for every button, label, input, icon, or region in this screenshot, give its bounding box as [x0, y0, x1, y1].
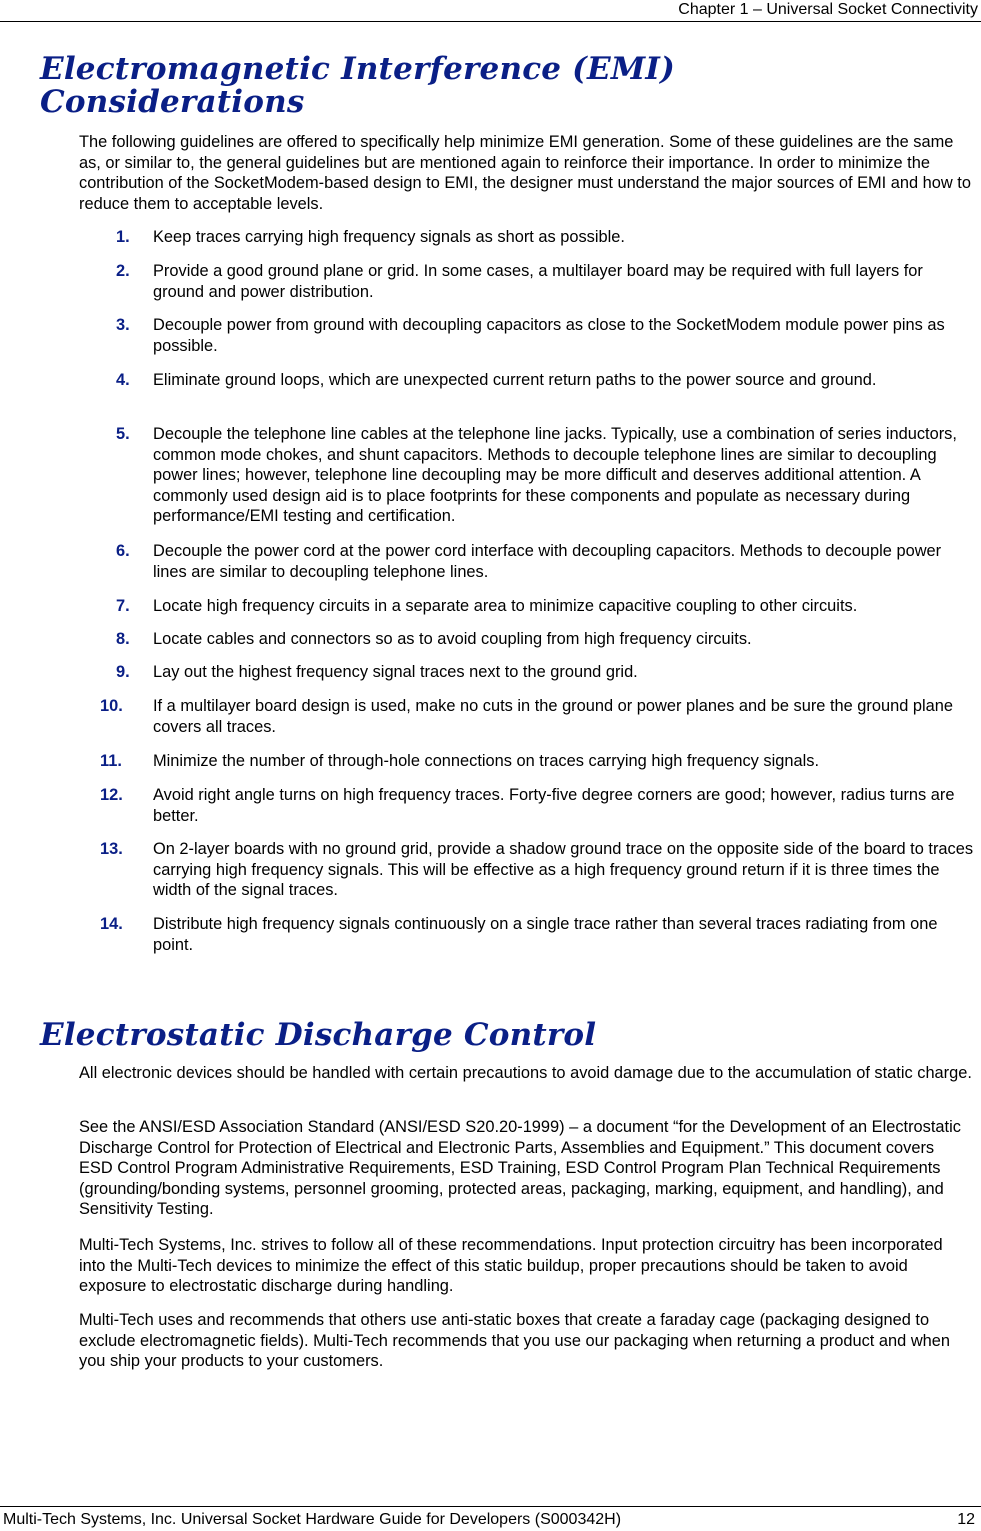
footer-document-title: Multi-Tech Systems, Inc. Universal Socket Hardware Guide for Developers (S000342H): [3, 1511, 622, 1528]
list-item-text: Lay out the highest frequency signal traces next to the ground grid.: [153, 663, 638, 681]
list-item-number: 5.: [116, 425, 130, 443]
list-item-text: Locate high frequency circuits in a separate area to minimize capacitive coupling to other circuits.: [153, 597, 858, 615]
list-item-number: 1.: [116, 228, 130, 246]
list-item-number: 2.: [116, 262, 130, 280]
list-item-text: On 2-layer boards with no ground grid, provide a shadow ground trace on the opposite side of the board to traces carrying high frequency signals. This will be effective as a high frequency ground return if it is three times the width of the signal traces.: [153, 840, 974, 899]
list-item-number: 10.: [100, 697, 123, 715]
list-item-text: Decouple the telephone line cables at the telephone line jacks. Typically, use a combination of series inductors, common mode chokes, and shunt capacitors. Methods to decouple telephone lines are similar to decoupling power lines; however, telephone line decoupling may be more difficult and deserves additional attention. A commonly used design aid is to place footprints for these components and populate as necessary during performance/EMI testing and certification.: [153, 425, 957, 525]
running-header-title: Chapter 1 – Universal Socket Connectivity: [678, 1, 978, 18]
emi-section-title: Electromagnetic Interference (EMI) Considerations: [40, 51, 675, 120]
emi-intro-paragraph: The following guidelines are offered to specifically help minimize EMI generation. Some of these guidelines are the same as, or similar to, the general guidelines but are mentioned again to reinforce their importance. In order to minimize the contribution of the SocketModem-based design to EMI, the designer must understand the major sources of EMI and how to reduce them to acceptable levels.: [79, 133, 971, 213]
list-item-number: 7.: [116, 597, 130, 615]
running-header: [0, 0, 981, 22]
esd-paragraph: Multi-Tech uses and recommends that others use anti-static boxes that create a faraday cage (packaging designed to exclude electromagnetic fields). Multi-Tech recommends that you use our packaging when returning a product and when you ship your products to your customers.: [79, 1311, 950, 1370]
list-item-text: Keep traces carrying high frequency signals as short as possible.: [153, 228, 625, 246]
list-item-text: Provide a good ground plane or grid. In some cases, a multilayer board may be required with full layers for ground and power distribution.: [153, 262, 923, 301]
list-item-number: 4.: [116, 371, 130, 389]
esd-paragraph: See the ANSI/ESD Association Standard (ANSI/ESD S20.20-1999) – a document “for the Development of an Electrostatic Discharge Control for Protection of Electrical and Electronic Parts, Assemblies and Equipment.” This document covers ESD Control Program Administrative Requirements, ESD Training, ESD Control Program Plan Technical Requirements (grounding/bonding systems, personnel grooming, protected areas, packaging, marking, equipment, and handling), and Sensitivity Testing.: [79, 1118, 961, 1218]
list-item-number: 6.: [116, 542, 130, 560]
list-item-text: If a multilayer board design is used, make no cuts in the ground or power planes and be sure the ground plane covers all traces.: [153, 697, 953, 736]
esd-section-title: Electrostatic Discharge Control: [40, 1017, 597, 1053]
esd-paragraph: Multi-Tech Systems, Inc. strives to follow all of these recommendations. Input protection circuitry has been incorporated into the Multi-Tech devices to minimize the effect of this static buildup, proper precautions should be taken to avoid exposure to electrostatic discharge during handling.: [79, 1236, 943, 1295]
esd-paragraph: All electronic devices should be handled with certain precautions to avoid damage due to the accumulation of static charge.: [79, 1064, 972, 1082]
list-item-text: Minimize the number of through-hole connections on traces carrying high frequency signals.: [153, 752, 819, 770]
list-item-number: 3.: [116, 316, 130, 334]
list-item-text: Locate cables and connectors so as to avoid coupling from high frequency circuits.: [153, 630, 752, 648]
list-item-number: 13.: [100, 840, 123, 858]
list-item-number: 9.: [116, 663, 130, 681]
running-footer: [0, 1506, 981, 1531]
list-item-number: 14.: [100, 915, 123, 933]
list-item-number: 12.: [100, 786, 123, 804]
list-item-text: Eliminate ground loops, which are unexpected current return paths to the power source and ground.: [153, 371, 877, 389]
page-number: 12: [957, 1511, 975, 1528]
list-item-number: 11.: [100, 752, 122, 770]
list-item-text: Decouple the power cord at the power cord interface with decoupling capacitors. Methods to decouple power lines are similar to decoupling telephone lines.: [153, 542, 942, 581]
list-item-number: 8.: [116, 630, 130, 648]
list-item-text: Distribute high frequency signals continuously on a single trace rather than several traces radiating from one point.: [153, 915, 938, 954]
list-item-text: Decouple power from ground with decoupling capacitors as close to the SocketModem module power pins as possible.: [153, 316, 945, 355]
list-item-text: Avoid right angle turns on high frequency traces. Forty-five degree corners are good; however, radius turns are better.: [153, 786, 955, 825]
